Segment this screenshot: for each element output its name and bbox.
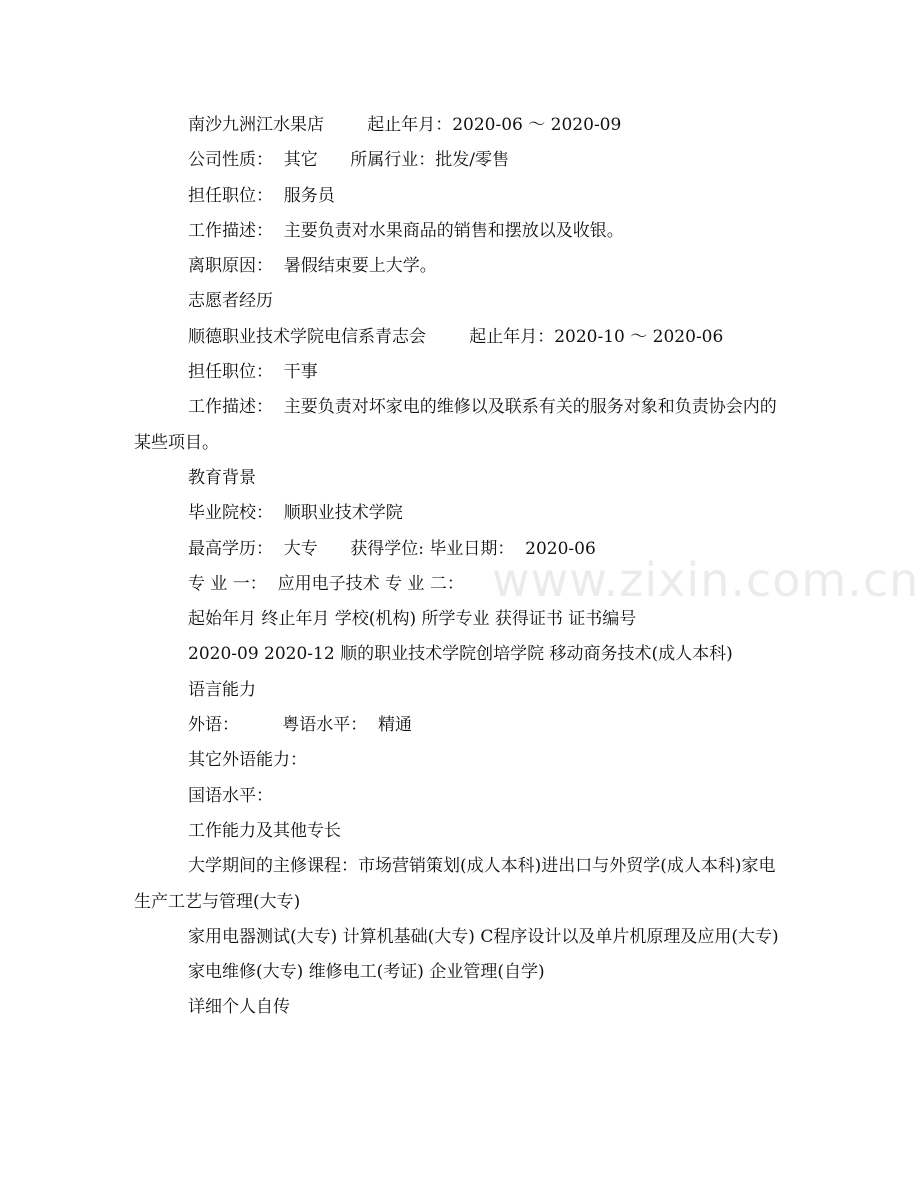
leave-reason-line: 离职原因： 暑假结束要上大学。 xyxy=(188,256,437,277)
foreign-language-line: 外语： 粤语水平： 精通 xyxy=(188,715,413,736)
courses-paragraph-2: 家用电器测试(大专) 计算机基础(大专) C程序设计以及单片机原理及应用(大专) xyxy=(188,926,779,947)
volunteer-description-paragraph: 工作描述： 主要负责对坏家电的维修以及联系有关的服务对象和负责协会内的某些项目。 xyxy=(134,397,777,453)
volunteer-org-line: 顺德职业技术学院电信系青志会 起止年月：2020-10 ～ 2020-06 xyxy=(188,326,724,347)
major-line: 专 业 一： 应用电子技术 专 业 二： xyxy=(188,573,464,594)
graduate-school-line: 毕业院校： 顺职业技术学院 xyxy=(188,503,403,524)
volunteer-heading: 志愿者经历 xyxy=(188,291,273,312)
mandarin-level-line: 国语水平： xyxy=(188,785,273,806)
courses-paragraph-3: 家电维修(大专) 维修电工(考证) 企业管理(自学) xyxy=(188,962,545,983)
company-type-line: 公司性质： 其它 所属行业：批发/零售 xyxy=(188,150,509,171)
courses-paragraph-1: 大学期间的主修课程：市场营销策划(成人本科)进出口与外贸学(成人本科)家电生产工艺与管理(大专) xyxy=(134,856,776,912)
other-language-line: 其它外语能力： xyxy=(188,750,307,771)
skills-heading: 工作能力及其他专长 xyxy=(188,820,341,841)
position-line: 担任职位： 服务员 xyxy=(188,185,335,206)
autobiography-heading: 详细个人自传 xyxy=(188,997,290,1018)
highest-degree-line: 最高学历： 大专 获得学位: 毕业日期： 2020-06 xyxy=(188,538,596,559)
work-description-line: 工作描述： 主要负责对水果商品的销售和摆放以及收银。 xyxy=(188,220,624,241)
education-table-header: 起始年月 终止年月 学校(机构) 所学专业 获得证书 证书编号 xyxy=(188,609,637,630)
language-heading: 语言能力 xyxy=(188,679,256,700)
education-heading: 教育背景 xyxy=(188,467,256,488)
watermark-text: www.zixin.com.cn xyxy=(492,553,920,607)
work-company-line: 南沙九洲江水果店 起止年月：2020-06 ～ 2020-09 xyxy=(188,115,622,135)
volunteer-position-line: 担任职位： 干事 xyxy=(188,362,318,383)
resume-document xyxy=(0,108,920,1026)
education-table-row: 2020-09 2020-12 顺的职业技术学院创培学院 移动商务技术(成人本科) xyxy=(188,644,733,665)
